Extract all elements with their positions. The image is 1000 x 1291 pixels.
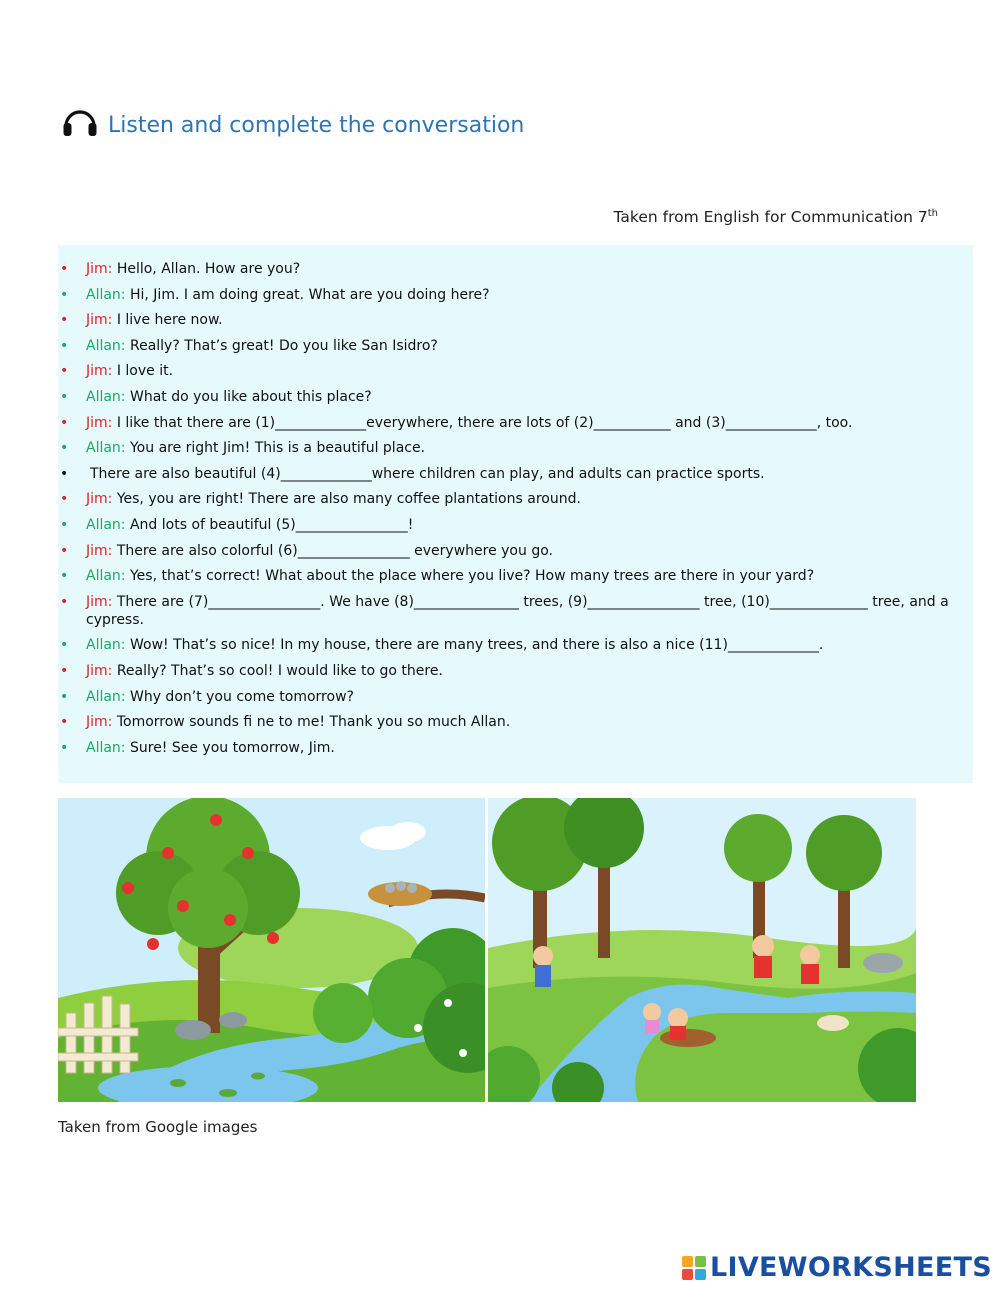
dialog-text: Why don’t you come tomorrow? xyxy=(125,688,354,705)
bullet-icon: • xyxy=(60,363,69,380)
bullet-icon: • xyxy=(60,568,69,585)
dialog-text: Yes, that’s correct! What about the place where you live? How many trees are there in your yard? xyxy=(125,568,815,585)
bullet-icon: • xyxy=(60,662,69,679)
dialog-line xyxy=(58,636,973,654)
title-row xyxy=(60,100,524,140)
bullet-icon: • xyxy=(60,491,69,508)
park-children-scene-image xyxy=(488,798,916,1102)
dialog-text: Hi, Jim. I am doing great. What are you doing here? xyxy=(125,286,490,303)
speaker-label: Jim: xyxy=(86,542,113,559)
dialog-line xyxy=(58,286,973,304)
logo-block xyxy=(682,1256,693,1267)
logo-blocks xyxy=(682,1256,706,1280)
dialog-line xyxy=(58,362,973,380)
bullet-icon: • xyxy=(60,286,69,303)
dialog-text: Yes, you are right! There are also many coffee plantations around. xyxy=(112,491,581,508)
images-caption: Taken from Google images xyxy=(58,1118,258,1136)
speaker-label: Jim: xyxy=(86,593,113,610)
bullet-icon: • xyxy=(60,312,69,329)
logo-block xyxy=(695,1269,706,1280)
bullet-icon: • xyxy=(60,637,69,654)
dialog-text: I like that there are (1)_____________everywhere, there are lots of (2)___________ and (3)_____________, too. xyxy=(112,414,853,431)
logo-block xyxy=(695,1256,706,1267)
apple-tree-scene-image xyxy=(58,798,485,1102)
dialog-line xyxy=(58,542,973,560)
dialog-text: Hello, Allan. How are you? xyxy=(112,261,301,277)
dialog-text: Tomorrow sounds fi ne to me! Thank you so much Allan. xyxy=(112,714,511,731)
dialog-line xyxy=(58,490,973,508)
bullet-icon: • xyxy=(60,465,69,482)
speaker-label: Jim: xyxy=(86,363,113,380)
dialog-line xyxy=(58,688,973,706)
speaker-label: Jim: xyxy=(86,312,113,329)
speaker-label: Allan: xyxy=(86,286,126,303)
dialog-text: What do you like about this place? xyxy=(125,388,372,405)
bullet-icon: • xyxy=(60,388,69,405)
liveworksheets-logo xyxy=(682,1252,992,1283)
speaker-label: Jim: xyxy=(86,714,113,731)
bullet-icon: • xyxy=(60,688,69,705)
dialog-line xyxy=(58,260,973,278)
bullet-icon: • xyxy=(60,542,69,559)
page-title: Listen and complete the conversation xyxy=(108,113,525,138)
dialog-line xyxy=(58,713,973,731)
speaker-label: Allan: xyxy=(86,739,126,756)
bullet-icon: • xyxy=(60,516,69,533)
dialog-line xyxy=(58,516,973,534)
dialog-text: Sure! See you tomorrow, Jim. xyxy=(125,739,335,756)
bullet-icon: • xyxy=(60,261,69,277)
dialog-line xyxy=(58,337,973,355)
bullet-icon: • xyxy=(60,337,69,354)
speaker-label: Allan: xyxy=(86,516,126,533)
dialog-text: And lots of beautiful (5)________________! xyxy=(125,516,414,533)
dialog-line xyxy=(58,567,973,585)
headphones-icon xyxy=(60,100,100,140)
speaker-label: Jim: xyxy=(86,414,113,431)
dialog-text: Really? That’s so cool! I would like to go there. xyxy=(112,662,443,679)
dialog-text: There are also beautiful (4)_____________where children can play, and adults can practice sports. xyxy=(90,465,765,482)
speaker-label: Allan: xyxy=(86,388,126,405)
dialog-line xyxy=(58,414,973,432)
dialog-text: I love it. xyxy=(112,363,174,380)
speaker-label: Jim: xyxy=(86,261,113,277)
speaker-label: Allan: xyxy=(86,688,126,705)
dialog-text: You are right Jim! This is a beautiful place. xyxy=(125,440,426,457)
dialog-text: There are (7)________________. We have (8)_______________ trees, (9)________________ tree, (10)______________ tree, and a cypress. xyxy=(86,593,949,628)
dialog-line xyxy=(58,388,973,406)
bullet-icon: • xyxy=(60,714,69,731)
dialog-text: Wow! That’s so nice! In my house, there are many trees, and there is also a nice (11)_____________. xyxy=(125,637,824,654)
speaker-label: Allan: xyxy=(86,637,126,654)
source-credit-sup: th xyxy=(927,208,938,219)
speaker-label: Jim: xyxy=(86,491,113,508)
dialog-line xyxy=(58,662,973,680)
dialog-line xyxy=(58,311,973,329)
conversation-list xyxy=(58,260,973,764)
speaker-label: Allan: xyxy=(86,440,126,457)
source-credit-top xyxy=(614,208,938,226)
bullet-icon: • xyxy=(60,593,69,610)
speaker-label: Allan: xyxy=(86,568,126,585)
source-credit-text: Taken from English for Communication 7 xyxy=(613,208,928,227)
logo-block xyxy=(682,1269,693,1280)
dialog-text: Really? That’s great! Do you like San Isidro? xyxy=(125,337,438,354)
dialog-text: There are also colorful (6)________________ everywhere you go. xyxy=(112,542,553,559)
speaker-label: Jim: xyxy=(86,662,113,679)
bullet-icon: • xyxy=(60,739,69,756)
dialog-line xyxy=(58,439,973,457)
bullet-icon: • xyxy=(60,414,69,431)
dialog-line xyxy=(58,465,973,483)
bullet-icon: • xyxy=(60,440,69,457)
logo-text: LIVEWORKSHEETS xyxy=(709,1252,992,1283)
conversation-box xyxy=(58,245,973,783)
dialog-line xyxy=(58,739,973,757)
dialog-line xyxy=(58,593,973,629)
dialog-text: I live here now. xyxy=(112,312,223,329)
speaker-label: Allan: xyxy=(86,337,126,354)
